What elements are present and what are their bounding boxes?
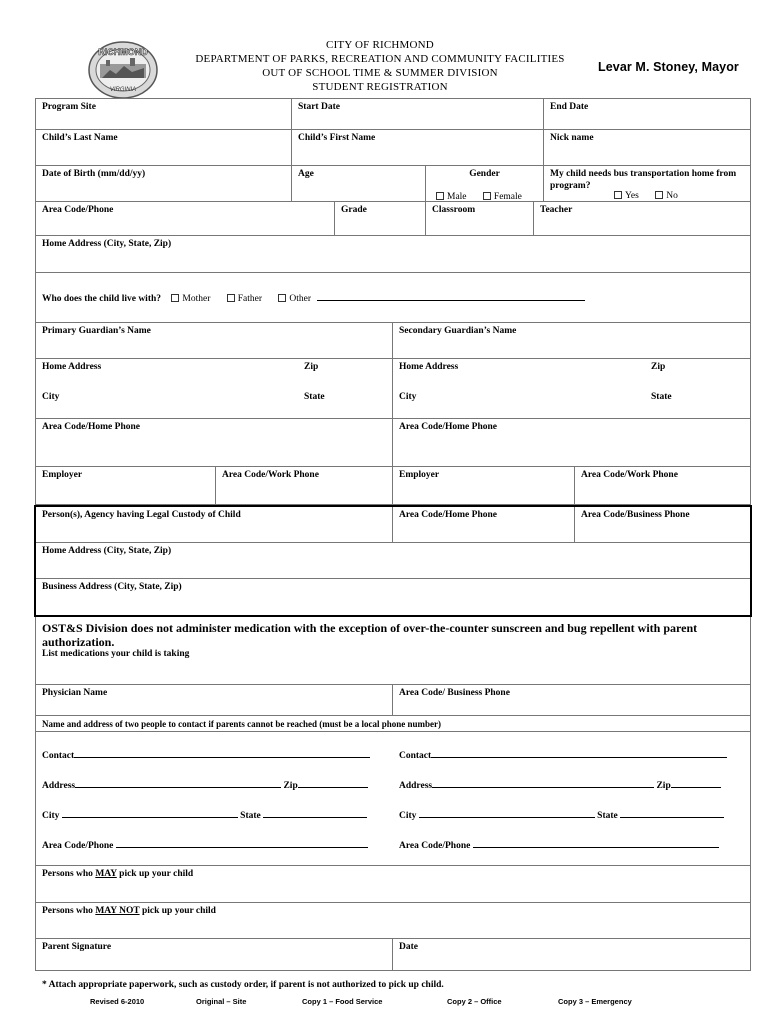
phone-1-line[interactable]	[116, 838, 368, 848]
physician-phone-field[interactable]: Area Code/ Business Phone	[399, 688, 510, 698]
other-text-line[interactable]	[317, 291, 585, 301]
secondary-guardian-address-field[interactable]: Home Address Zip City State	[399, 362, 672, 402]
form-title: STUDENT REGISTRATION	[312, 81, 448, 93]
secondary-employer-field[interactable]: Employer	[393, 467, 575, 504]
primary-work-phone-field[interactable]: Area Code/Work Phone	[216, 467, 393, 504]
custody-home-address-field[interactable]: Home Address (City, State, Zip)	[42, 546, 172, 556]
list-medications-label: List medications your child is taking	[42, 649, 190, 659]
teacher-field[interactable]: Teacher	[540, 205, 573, 215]
custody-section	[34, 505, 752, 617]
copy-1: Copy 1 – Food Service	[302, 997, 383, 1006]
gender-female-option[interactable]: Female	[483, 192, 522, 202]
zip-1-line[interactable]	[298, 778, 368, 788]
bus-no-option[interactable]: No	[655, 191, 678, 201]
phone-2-line[interactable]	[473, 838, 719, 848]
medication-notice: OST&S Division does not administer medication with the exception of over-the-counter sunscreen and bug repellent with parent authorization.	[42, 621, 698, 649]
form-header	[0, 0, 770, 98]
department-heading	[170, 38, 590, 94]
secondary-guardian-phone-field[interactable]: Area Code/Home Phone	[399, 422, 497, 432]
primary-employer-field[interactable]: Employer	[36, 467, 216, 504]
nick-name-field[interactable]: Nick name	[550, 133, 594, 143]
start-date-field[interactable]: Start Date	[292, 99, 544, 129]
address-2-line[interactable]	[432, 778, 654, 788]
classroom-field[interactable]: Classroom	[426, 202, 534, 235]
state-1-line[interactable]	[263, 808, 367, 818]
secondary-guardian-field[interactable]: Secondary Guardian’s Name	[399, 326, 517, 336]
custody-field[interactable]: Person(s), Agency having Legal Custody of Child	[36, 507, 393, 542]
may-not-pickup-field[interactable]: Persons who MAY NOT pick up your child	[42, 906, 216, 916]
no-checkbox[interactable]	[655, 191, 663, 199]
parent-signature-field[interactable]: Parent Signature	[36, 939, 393, 970]
city-name: CITY OF RICHMOND	[326, 39, 434, 51]
last-name-field[interactable]: Child’s Last Name	[36, 130, 292, 165]
original-copy: Original – Site	[196, 997, 247, 1006]
father-checkbox[interactable]	[227, 294, 235, 302]
male-checkbox[interactable]	[436, 192, 444, 200]
program-site-field[interactable]: Program Site	[36, 99, 292, 129]
lives-mother-option[interactable]: Mother	[171, 294, 210, 304]
other-checkbox[interactable]	[278, 294, 286, 302]
lives-with-field: Who does the child live with? Mother Father Other	[36, 273, 750, 322]
home-address-field[interactable]: Home Address (City, State, Zip)	[42, 239, 172, 249]
registration-form	[35, 98, 751, 971]
lives-other-option[interactable]: Other	[278, 294, 311, 304]
city-2-line[interactable]	[419, 808, 595, 818]
address-1-line[interactable]	[75, 778, 281, 788]
copy-2: Copy 2 – Office	[447, 997, 502, 1006]
contact-2-line[interactable]	[431, 748, 727, 758]
age-field[interactable]: Age	[292, 166, 426, 201]
lives-father-option[interactable]: Father	[227, 294, 262, 304]
grade-field[interactable]: Grade	[335, 202, 426, 235]
end-date-field[interactable]: End Date	[550, 102, 589, 112]
gender-male-option[interactable]: Male	[436, 192, 467, 202]
primary-guardian-field[interactable]: Primary Guardian’s Name	[36, 323, 393, 358]
medication-section[interactable]	[35, 617, 751, 685]
mother-checkbox[interactable]	[171, 294, 179, 302]
emergency-contact-1: Contact Address Zip City State Area Code/Phone	[36, 732, 393, 865]
secondary-work-phone-field[interactable]: Area Code/Work Phone	[581, 470, 678, 480]
bus-transport-field: My child needs bus transportation home from program? Yes No	[550, 169, 737, 201]
state-2-line[interactable]	[620, 808, 724, 818]
revised-date: Revised 6-2010	[90, 997, 145, 1006]
contact-1-line[interactable]	[74, 748, 370, 758]
department-name: DEPARTMENT OF PARKS, RECREATION AND COMMUNITY FACILITIES	[195, 53, 565, 65]
custody-paperwork-note: * Attach appropriate paperwork, such as custody order, if parent is not authorized to pick up child.	[42, 980, 444, 990]
date-field[interactable]: Date	[399, 942, 418, 952]
svg-text:RICHMOND: RICHMOND	[98, 47, 148, 57]
business-address-field[interactable]: Business Address (City, State, Zip)	[42, 582, 182, 592]
city-1-line[interactable]	[62, 808, 238, 818]
female-checkbox[interactable]	[483, 192, 491, 200]
zip-2-line[interactable]	[671, 778, 721, 788]
dob-field[interactable]: Date of Birth (mm/dd/yy)	[36, 166, 292, 201]
custody-business-phone-field[interactable]: Area Code/Business Phone	[581, 510, 690, 520]
first-name-field[interactable]: Child’s First Name	[292, 130, 544, 165]
yes-checkbox[interactable]	[614, 191, 622, 199]
custody-home-phone-field[interactable]: Area Code/Home Phone	[393, 507, 575, 542]
may-pickup-field[interactable]: Persons who MAY pick up your child	[42, 869, 194, 879]
primary-guardian-phone-field[interactable]: Area Code/Home Phone	[36, 419, 393, 466]
copy-3: Copy 3 – Emergency	[558, 997, 632, 1006]
area-phone-field[interactable]: Area Code/Phone	[36, 202, 335, 235]
emergency-contact-2: Contact Address Zip City State Area Code/Phone	[393, 732, 750, 865]
emergency-contacts-heading: Name and address of two people to contact if parents cannot be reached (must be a local phone number)	[42, 719, 441, 729]
physician-name-field[interactable]: Physician Name	[36, 685, 393, 715]
division-name: OUT OF SCHOOL TIME & SUMMER DIVISION	[262, 67, 498, 79]
gender-field: Gender Male Female	[426, 166, 544, 201]
city-seal-logo	[86, 40, 160, 100]
svg-text:VIRGINIA: VIRGINIA	[109, 87, 137, 93]
mayor-name: Levar M. Stoney, Mayor	[598, 60, 739, 74]
bus-yes-option[interactable]: Yes	[614, 191, 639, 201]
primary-guardian-address-field[interactable]: Home Address Zip City State	[36, 359, 393, 418]
